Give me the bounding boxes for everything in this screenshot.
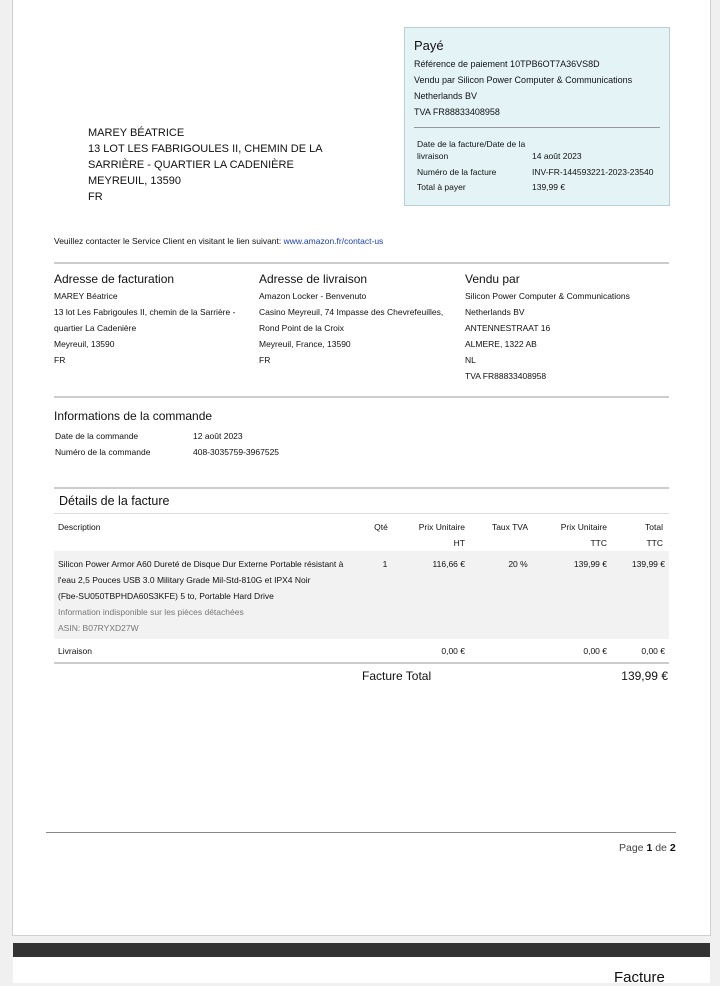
customer-address-line: 13 LOT LES FABRIGOULES II, CHEMIN DE LA xyxy=(88,143,323,155)
customer-address-line: SARRIÈRE - QUARTIER LA CADENIÈRE xyxy=(88,159,294,171)
customer-country: FR xyxy=(88,191,103,203)
shipping-line: Casino Meyreuil, 74 Impasse des Chevrefeuilles, xyxy=(259,307,444,317)
payment-divider xyxy=(414,127,660,128)
col-unit-ttc xyxy=(543,519,607,551)
divider xyxy=(54,262,669,264)
col-vat: Taux TVA xyxy=(491,522,529,532)
item-desc-line: (Fbe-SU050TBPHDA60S3KFE) 5 to, Portable Hard Drive xyxy=(58,591,274,601)
billing-heading: Adresse de facturation xyxy=(54,272,175,286)
seller-address xyxy=(465,288,630,384)
contact-text: Veuillez contacter le Service Client en visitant le lien suivant: xyxy=(54,236,284,246)
invoice-total-label: Facture Total xyxy=(362,669,432,683)
shipping-line: FR xyxy=(259,355,271,365)
customer-city: MEYREUIL, 13590 xyxy=(88,175,181,187)
total-to-pay: 139,99 € xyxy=(532,182,566,192)
seller-line: ALMERE, 1322 AB xyxy=(465,339,537,349)
divider xyxy=(54,396,669,398)
col-total-line1: Total xyxy=(645,522,663,532)
payment-status: Payé xyxy=(414,38,444,53)
item-asin: ASIN: B07RYXD27W xyxy=(58,623,139,633)
shipping-line: Meyreuil, France, 13590 xyxy=(259,339,351,349)
payment-sold-by-1: Vendu par Silicon Power Computer & Communications xyxy=(414,75,633,85)
item-total: 139,99 € xyxy=(631,559,665,569)
seller-line: Silicon Power Computer & Communications xyxy=(465,291,630,301)
page-indicator xyxy=(619,842,676,854)
shipping-line: Rond Point de la Croix xyxy=(259,323,345,333)
order-date: 12 août 2023 xyxy=(193,431,243,441)
contact-notice xyxy=(54,234,383,248)
col-unit-ttc-line2: TTC xyxy=(590,538,607,548)
billing-line: 13 lot Les Fabrigoules II, chemin de la Sarrière - xyxy=(54,307,236,317)
shipping-row-label: Livraison xyxy=(58,646,93,656)
invoice-number: INV-FR-144593221-2023-23540 xyxy=(532,167,654,177)
shipping-address xyxy=(259,288,443,368)
col-unit-ht-line2: HT xyxy=(453,538,465,548)
divider xyxy=(54,513,669,514)
billing-address xyxy=(54,288,235,368)
item-vat: 20 % xyxy=(508,559,528,569)
billing-line: quartier La Cadenière xyxy=(54,323,137,333)
payment-sold-by-2: Netherlands BV xyxy=(414,91,478,101)
col-description: Description xyxy=(58,522,101,532)
details-heading: Détails de la facture xyxy=(59,494,170,508)
seller-line: ANTENNESTRAAT 16 xyxy=(465,323,551,333)
invoice-total-value: 139,99 € xyxy=(621,669,668,683)
next-page-header-bar xyxy=(13,943,710,957)
shipping-unit-ht: 0,00 € xyxy=(441,646,465,656)
item-description xyxy=(58,556,358,636)
customer-address xyxy=(88,125,323,205)
payment-reference: Référence de paiement 10TPB6OT7A36VS8D xyxy=(414,59,600,69)
seller-line: Netherlands BV xyxy=(465,307,525,317)
order-number-label: Numéro de la commande xyxy=(55,447,151,457)
item-unit-ht: 116,66 € xyxy=(432,559,465,569)
col-unit-ht xyxy=(401,519,465,551)
total-to-pay-label: Total à payer xyxy=(417,182,466,192)
col-total xyxy=(617,519,663,551)
item-desc-line: Silicon Power Armor A60 Dureté de Disque Dur Externe Portable résistant à xyxy=(58,559,344,569)
item-desc-line: l'eau 2,5 Pouces USB 3.0 Military Grade Mil-Std-810G et IPX4 Noir xyxy=(58,575,311,585)
billing-line: FR xyxy=(54,355,66,365)
item-unit-ttc: 139,99 € xyxy=(573,559,607,569)
item-qty: 1 xyxy=(382,559,388,569)
col-qty: Qté xyxy=(374,522,388,532)
footer-divider xyxy=(46,832,676,833)
contact-link[interactable]: www.amazon.fr/contact-us xyxy=(283,236,384,246)
next-page xyxy=(13,943,710,986)
shipping-line: Amazon Locker - Benvenuto xyxy=(259,291,367,301)
shipping-unit-ttc: 0,00 € xyxy=(583,646,607,656)
invoice-date-label: Date de la facture/Date de la livraison xyxy=(417,139,526,161)
payment-vat: TVA FR88833408958 xyxy=(414,107,500,117)
page-total: 2 xyxy=(669,842,676,854)
page-of: de xyxy=(655,842,667,854)
invoice-number-label: Numéro de la facture xyxy=(417,167,497,177)
invoice-page xyxy=(12,0,711,936)
order-date-label: Date de la commande xyxy=(55,431,139,441)
seller-line: NL xyxy=(465,355,476,365)
divider xyxy=(54,487,669,489)
page-word: Page xyxy=(619,842,644,854)
billing-line: Meyreuil, 13590 xyxy=(54,339,115,349)
divider xyxy=(54,662,669,664)
item-info: Information indisponible sur les pièces détachées xyxy=(58,607,244,617)
seller-line: TVA FR88833408958 xyxy=(465,371,547,381)
page-current: 1 xyxy=(646,842,653,854)
order-heading: Informations de la commande xyxy=(54,409,213,423)
col-total-line2: TTC xyxy=(646,538,663,548)
invoice-date: 14 août 2023 xyxy=(532,151,582,161)
order-number: 408-3035759-3967525 xyxy=(193,447,280,457)
shipping-heading: Adresse de livraison xyxy=(259,272,368,286)
billing-line: MAREY Béatrice xyxy=(54,291,118,301)
next-page-title: Facture xyxy=(614,969,665,986)
seller-heading: Vendu par xyxy=(465,272,520,286)
col-unit-ttc-line1: Prix Unitaire xyxy=(560,522,607,532)
payment-summary-box xyxy=(404,27,670,206)
shipping-total: 0,00 € xyxy=(641,646,665,656)
customer-name: MAREY BÉATRICE xyxy=(88,127,185,139)
col-unit-ht-line1: Prix Unitaire xyxy=(418,522,465,532)
